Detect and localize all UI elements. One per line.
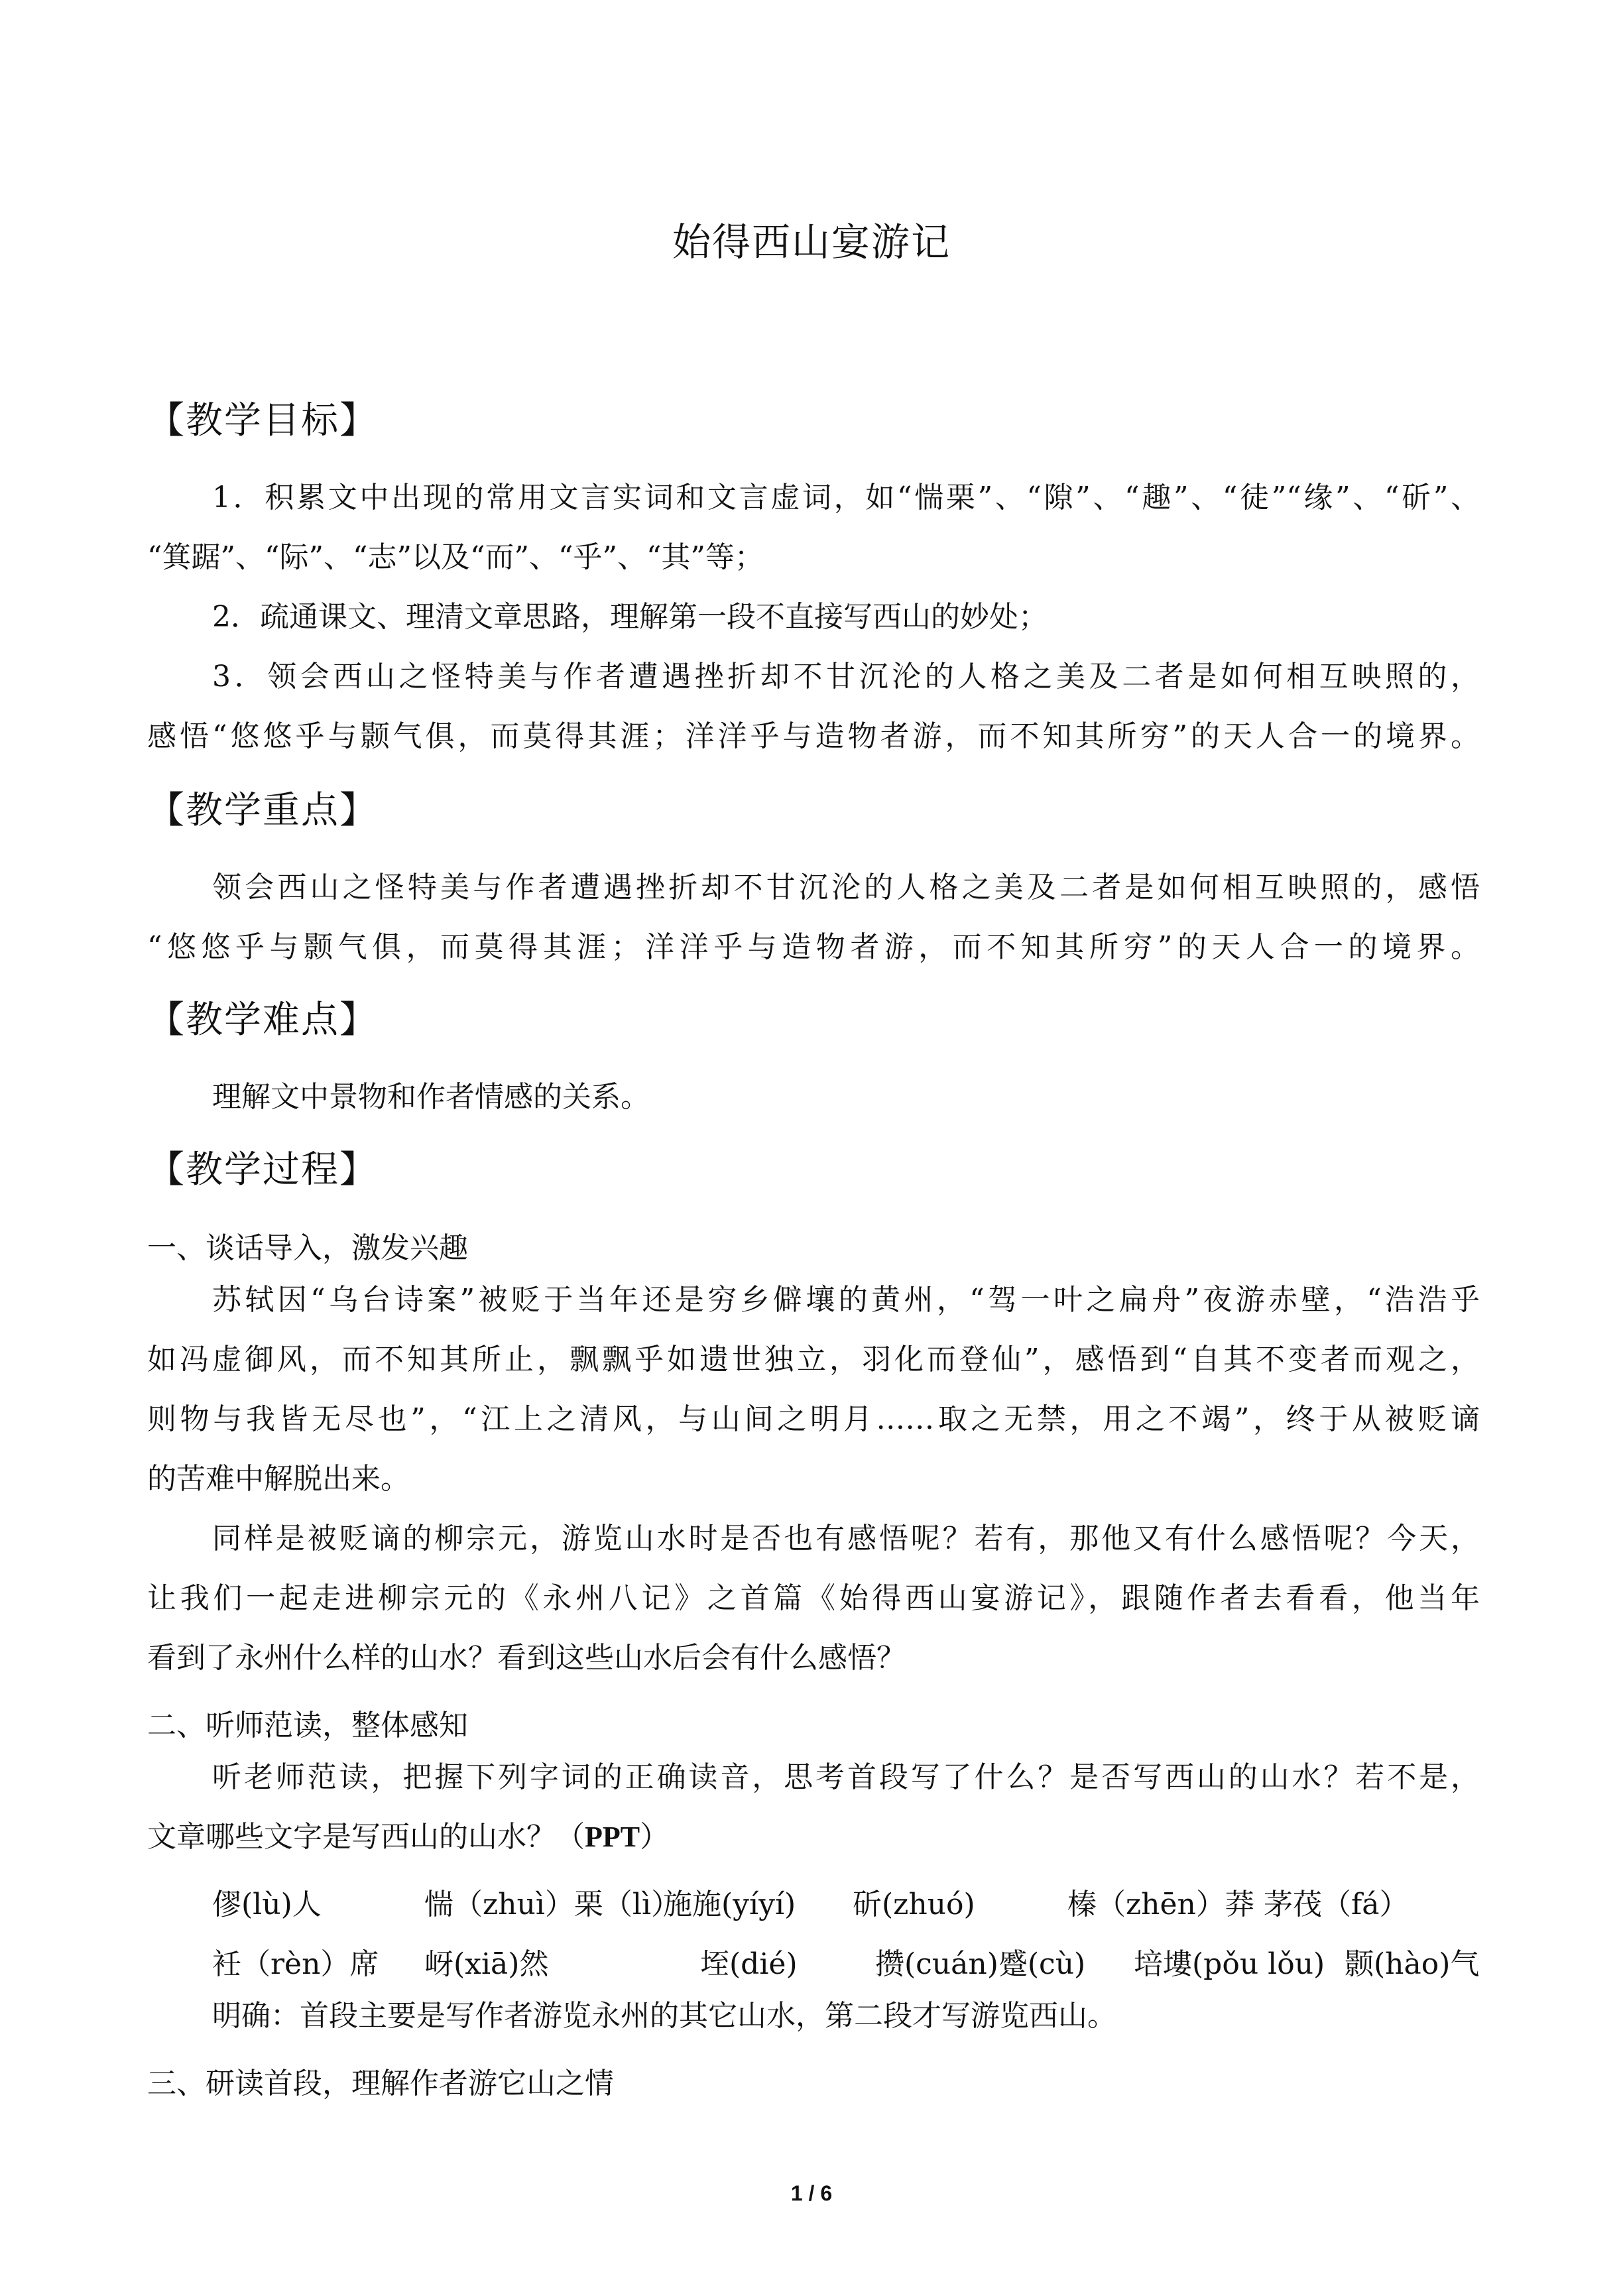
key-points-line-2: “悠悠乎与颢气俱，而莫得其涯；洋洋乎与造物者游，而不知其所穷”的天人合一的境界。 [147, 930, 1480, 964]
step-1-title: 一、谈话导入，激发兴趣 [147, 1231, 468, 1265]
pinyin-item: 攒(cuán)蹙(cù) [875, 1947, 1086, 1981]
goal-1-line-1: 1．积累文中出现的常用文言实词和文言虚词，如“惴栗”、“隙”、“趣”、“徒”“缘”、“斫”、 [212, 481, 1480, 514]
goal-2: 2．疏通课文、理清文章思路，理解第一段不直接写西山的妙处； [212, 600, 1048, 634]
step-1-para-1-line-4: 的苦难中解脱出来。 [147, 1462, 410, 1496]
step-2-title: 二、听师范读，整体感知 [147, 1709, 468, 1742]
step-2-para-line-1: 听老师范读，把握下列字词的正确读音，思考首段写了什么？是否写西山的山水？若不是， [212, 1760, 1480, 1794]
pinyin-item: 榛（zhēn）莽 [1067, 1888, 1254, 1921]
step-2-para-line-2-close: ） [640, 1820, 670, 1854]
step-1-para-2-line-1: 同样是被贬谪的柳宗元，游览山水时是否也有感悟呢？若有，那他又有什么感悟呢？今天， [212, 1522, 1480, 1555]
step-3-title: 三、研读首段，理解作者游它山之情 [147, 2067, 614, 2100]
document-title: 始得西山宴游记 [672, 219, 951, 265]
page-number: 1 / 6 [790, 2181, 833, 2205]
step-1-para-1-line-2: 如冯虚御风，而不知其所止，飘飘乎如遗世独立，羽化而登仙”，感悟到“自其不变者而观之， [147, 1343, 1480, 1376]
pinyin-item: 茅茷（fá） [1264, 1888, 1409, 1921]
key-points-heading: 【教学重点】 [147, 789, 378, 832]
step-1-para-2-line-3: 看到了永州什么样的山水？看到这些山水后会有什么感悟？ [147, 1641, 906, 1675]
difficulty-heading: 【教学难点】 [147, 998, 378, 1042]
pinyin-item: 斫(zhuó) [853, 1888, 975, 1921]
goal-3-line-2: 感悟“悠悠乎与颢气俱，而莫得其涯；洋洋乎与造物者游，而不知其所穷”的天人合一的境界。 [147, 719, 1480, 753]
pinyin-item: 培塿(pǒu lǒu) [1134, 1947, 1325, 1981]
step-2-para-line-2 [147, 1821, 1480, 1854]
pinyin-item: 衽（rèn）席 [212, 1947, 379, 1981]
pinyin-item: 颢(hào)气 [1345, 1947, 1480, 1981]
process-heading: 【教学过程】 [147, 1148, 378, 1191]
goal-1-line-2: “箕踞”、“际”、“志”以及“而”、“乎”、“其”等； [147, 540, 764, 574]
step-1-para-2-line-2: 让我们一起走进柳宗元的《永州八记》之首篇《始得西山宴游记》，跟随作者去看看，他当年 [147, 1581, 1480, 1615]
step-1-para-1-line-1: 苏轼因“乌台诗案”被贬于当年还是穷乡僻壤的黄州，“驾一叶之扁舟”夜游赤壁，“浩浩乎 [212, 1283, 1480, 1317]
pinyin-item: 僇(lù)人 [212, 1888, 322, 1921]
step-2-clarify: 明确：首段主要是写作者游览永州的其它山水，第二段才写游览西山。 [212, 1999, 1116, 2033]
ppt-label: PPT [585, 1821, 640, 1853]
pinyin-item: 施施(yíyí) [663, 1888, 796, 1921]
pinyin-item: 岈(xiā)然 [424, 1947, 549, 1981]
step-1-para-1-line-3: 则物与我皆无尽也”，“江上之清风，与山间之明月……取之无禁，用之不竭”，终于从被贬谪 [147, 1402, 1480, 1436]
step-2-para-line-2-text: 文章哪些文字是写西山的山水？（ [147, 1820, 585, 1854]
goals-heading: 【教学目标】 [147, 399, 378, 442]
goal-3-line-1: 3．领会西山之怪特美与作者遭遇挫折却不甘沉沦的人格之美及二者是如何相互映照的， [212, 660, 1480, 694]
pinyin-item: 垤(dié) [700, 1947, 798, 1981]
key-points-line-1: 领会西山之怪特美与作者遭遇挫折却不甘沉沦的人格之美及二者是如何相互映照的，感悟 [212, 871, 1480, 904]
pinyin-item: 惴（zhuì）栗（lì） [424, 1888, 681, 1921]
difficulty-text: 理解文中景物和作者情感的关系。 [212, 1080, 650, 1114]
